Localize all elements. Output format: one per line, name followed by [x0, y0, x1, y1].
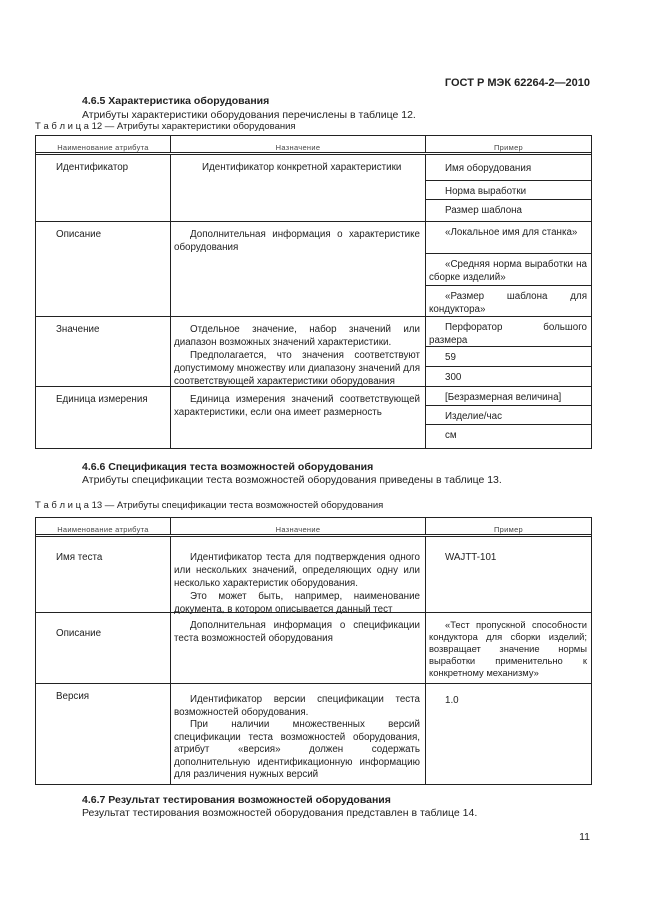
column-header: Пример	[493, 525, 524, 534]
table-row	[36, 683, 591, 785]
example-value: 59	[445, 352, 456, 363]
example-value: «Локальное имя для станка»	[445, 227, 578, 238]
section-title: 4.6.6 Спецификация теста возможностей оборудования	[82, 461, 374, 473]
table-row	[36, 386, 591, 448]
table-row	[36, 316, 591, 386]
table-caption: Т а б л и ц а 12 — Атрибуты характеристики оборудования	[35, 121, 296, 132]
purpose-text: Единица измерения значений соответствующей характеристики, если она имеет размерность	[174, 394, 420, 418]
example-value: Размер шаблона	[445, 205, 523, 216]
table-caption: Т а б л и ц а 13 — Атрибуты спецификации теста возможностей оборудования	[35, 500, 384, 511]
table-header	[36, 136, 591, 155]
purpose-text: Идентификатор версии спецификации теста возможностей оборудования.	[174, 694, 420, 718]
example-value: Перфоратор большого размера	[429, 322, 587, 346]
section-text: Атрибуты характеристики оборудования перечислены в таблице 12.	[82, 109, 416, 121]
purpose-text: Предполагается, что значения соответствуют допустимому множеству или диапазону значений для соответствующей характеристики оборудования	[174, 350, 420, 387]
example-value: Изделие/час	[445, 411, 502, 422]
example-value: WAJTT-101	[445, 552, 497, 563]
example-value: см	[445, 430, 457, 441]
section-text: Атрибуты спецификации теста возможностей оборудования приведены в таблице 13.	[82, 474, 502, 486]
attribute-name: Идентификатор	[56, 162, 129, 173]
example-value: Имя оборудования	[445, 163, 532, 174]
purpose-text: Дополнительная информация о характеристике оборудования	[174, 229, 420, 253]
purpose-text: При наличии множественных версий спецификации теста возможностей оборудования, атрибут «версия» должен содержать дополнительную идентификационную информацию для различения нужных версий	[174, 719, 420, 780]
section-text: Результат тестирования возможностей оборудования представлен в таблице 14.	[82, 807, 478, 819]
example-value: Норма выработки	[445, 186, 527, 197]
document-header: ГОСТ Р МЭК 62264-2—2010	[444, 77, 590, 89]
table-header	[36, 518, 591, 537]
example-value: «Средняя норма выработки на сборке изделий»	[429, 258, 587, 283]
attribute-name: Описание	[56, 229, 102, 240]
attribute-name: Значение	[56, 324, 100, 335]
purpose-text: Идентификатор конкретной характеристики	[202, 162, 402, 173]
table-row	[36, 221, 591, 316]
page-number: 11	[579, 831, 590, 843]
example-value: [Безразмерная величина]	[445, 392, 562, 403]
purpose-text: Дополнительная информация о спецификации теста возможностей оборудования	[174, 620, 420, 644]
column-header: Наименование атрибута	[36, 136, 171, 152]
table-12	[35, 135, 592, 449]
attribute-name: Единица измерения	[56, 394, 148, 405]
purpose-text: Идентификатор теста для подтверждения одного или нескольких значений, определяющих одну или несколько характеристик оборудования.	[174, 552, 420, 589]
example-value: «Тест пропускной способности кондуктора для сборки изделий; возвращает значение нормы выработки применительно к конкретному механизму»	[429, 619, 587, 678]
purpose-text: Это может быть, например, наименование документа, в котором описывается данный тест	[174, 591, 420, 615]
attribute-name: Версия	[56, 691, 90, 702]
example-value: 1.0	[445, 695, 459, 706]
section-title: 4.6.5 Характеристика оборудования	[82, 95, 270, 107]
section-title: 4.6.7 Результат тестирования возможностей оборудования	[82, 794, 391, 806]
table-13	[35, 517, 592, 785]
column-header: Пример	[493, 143, 524, 152]
column-header: Наименование атрибута	[36, 518, 171, 534]
example-value: 300	[445, 372, 462, 383]
column-header: Назначение	[171, 518, 426, 534]
table-row	[36, 155, 591, 221]
purpose-text: Отдельное значение, набор значений или диапазон возможных значений характеристики.	[174, 324, 420, 348]
table-row	[36, 537, 591, 615]
attribute-name: Описание	[56, 628, 102, 639]
column-header: Назначение	[171, 136, 426, 152]
table-row	[36, 612, 591, 683]
attribute-name: Имя теста	[56, 552, 103, 563]
example-value: «Размер шаблона для кондуктора»	[429, 291, 587, 315]
